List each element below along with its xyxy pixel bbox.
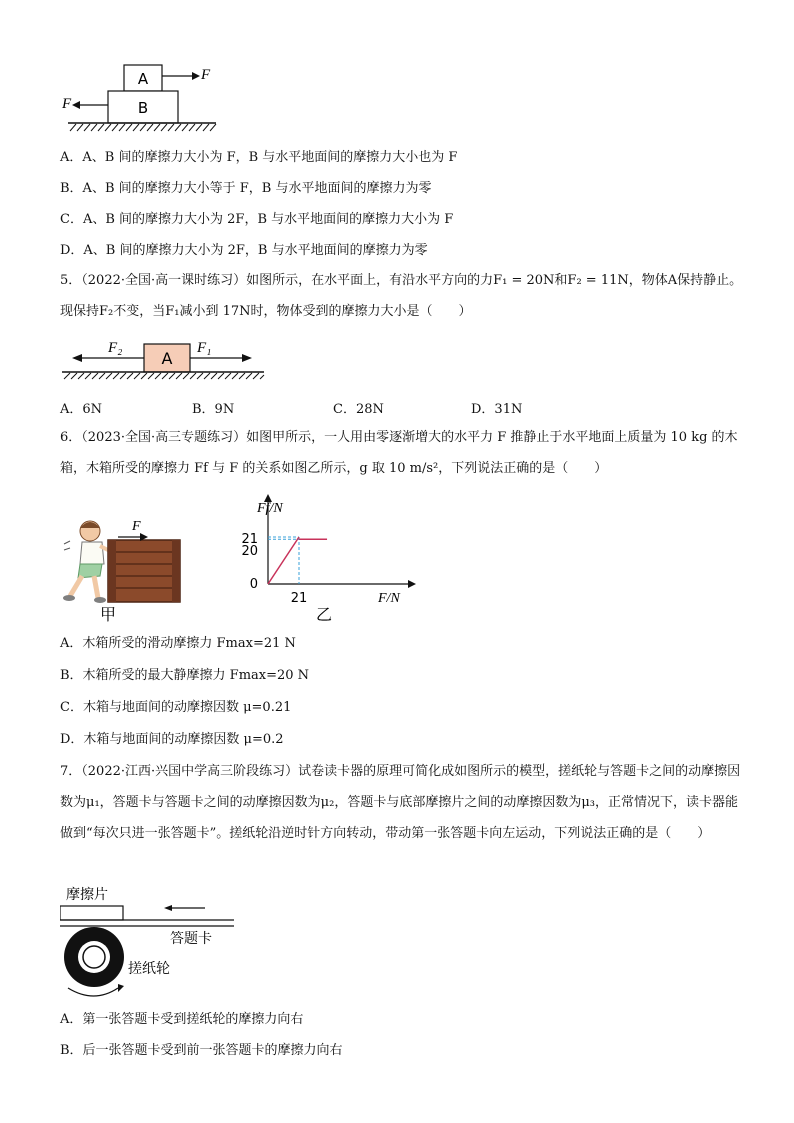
friction-pad: [60, 906, 123, 920]
q7-option-b: B．后一张答题卡受到前一张答题卡的摩擦力向右: [60, 1043, 343, 1058]
rotation-arc: [68, 988, 118, 996]
pad-label: 摩擦片: [66, 887, 108, 903]
figure-jia-caption: 甲: [100, 605, 117, 624]
q4-option-d: D．A、B 间的摩擦力大小为 2F，B 与水平地面间的摩擦力为零: [60, 243, 428, 258]
q6-figure-jia: [60, 516, 190, 628]
q6-option-a: A．木箱所受的滑动摩擦力 Fmax=21 N: [60, 636, 296, 651]
q5-option-d: D．31N: [471, 402, 523, 417]
roller-wheel-axle: [83, 946, 105, 968]
force-left-arrowhead: [72, 101, 80, 109]
f2-label: F₂: [108, 340, 123, 356]
force-right-arrowhead: [192, 72, 200, 80]
q5-option-b: B．9N: [192, 402, 235, 417]
f1-arrowhead: [242, 354, 252, 362]
q6-option-c: C．木箱与地面间的动摩擦因数 μ=0.21: [60, 700, 292, 715]
static-friction-line: [268, 537, 299, 584]
block-a-label: A: [137, 70, 149, 88]
ground-hatch: [70, 124, 216, 131]
q5-ground-hatch: [64, 373, 264, 379]
q6-stem: 6．（2023·全国·高三专题练习）如图甲所示，一人用由零逐渐增大的水平力 F 推静止于水平地面上质量为 10 kg 的木箱，木箱所受的摩擦力 Ff 与 F 的关系如图乙所示，g 取 10 m/s²，下列说法正确的是（ ）: [60, 430, 738, 476]
q7-figure: [60, 884, 245, 1002]
q5-option-a: A．6N: [60, 402, 103, 417]
q7-stem: 7．（2022·江西·兴国中学高三阶段练习）试卷读卡器的原理可简化成如图所示的模型，搓纸轮与答题卡之间的动摩擦因数为μ₁，答题卡与答题卡之间的动摩擦因数为μ₂，答题卡与底部摩擦片之间的动摩擦因数为μ₃，正常情况下，读卡器能做到“每次只进一张答题卡”。搓纸轮沿逆时针方向转动，带动第一张答题卡向左运动，下列说法正确的是（ ）: [60, 764, 741, 841]
rotation-arrowhead: [118, 984, 124, 992]
q5-figure: [60, 332, 270, 384]
y-tick-20: 20: [241, 544, 258, 559]
q4-figure: [60, 55, 230, 135]
force-left-label: F: [62, 96, 72, 112]
y-tick-21: 21: [241, 532, 258, 547]
q4-option-b: B．A、B 间的摩擦力大小等于 F，B 与水平地面间的摩擦力为零: [60, 181, 432, 196]
x-axis-label: F/N: [378, 591, 400, 606]
card-motion-arrowhead: [164, 905, 172, 911]
card-label: 答题卡: [170, 931, 212, 947]
wooden-crate: [108, 540, 180, 602]
wheel-label: 搓纸轮: [128, 961, 170, 977]
push-force-label: F: [132, 519, 141, 534]
q5-block-label: A: [161, 349, 173, 368]
q4-option-c: C．A、B 间的摩擦力大小为 2F，B 与水平地面间的摩擦力大小为 F: [60, 212, 454, 227]
q6-option-b: B．木箱所受的最大静摩擦力 Fmax=20 N: [60, 668, 310, 683]
y-axis-label: Ff/N: [257, 501, 283, 516]
y-tick-0: 0: [249, 577, 258, 592]
block-b-label: B: [137, 99, 149, 117]
q5-option-c: C．28N: [333, 402, 384, 417]
q5-stem: 5．（2022·全国·高一课时练习）如图所示，在水平面上，有沿水平方向的力F₁ = 20N和F₂ = 11N，物体A保持静止。现保持F₂不变，当F₁减小到 17N时，物体受到的摩擦力大小是（ ）: [60, 273, 743, 319]
figure-yi-caption: 乙: [316, 605, 333, 624]
q6-chart: [228, 492, 418, 632]
force-right-label: F: [201, 67, 211, 83]
f1-label: F₁: [197, 340, 212, 356]
q6-option-d: D．木箱与地面间的动摩擦因数 μ=0.2: [60, 732, 284, 747]
person-pushing: [63, 521, 110, 603]
q7-option-a: A．第一张答题卡受到搓纸轮的摩擦力向右: [60, 1012, 304, 1027]
x-axis-arrowhead: [408, 580, 416, 588]
f2-arrowhead: [72, 354, 82, 362]
x-tick-21: 21: [290, 591, 308, 606]
q4-option-a: A．A、B 间的摩擦力大小为 F，B 与水平地面间的摩擦力大小也为 F: [60, 150, 458, 165]
